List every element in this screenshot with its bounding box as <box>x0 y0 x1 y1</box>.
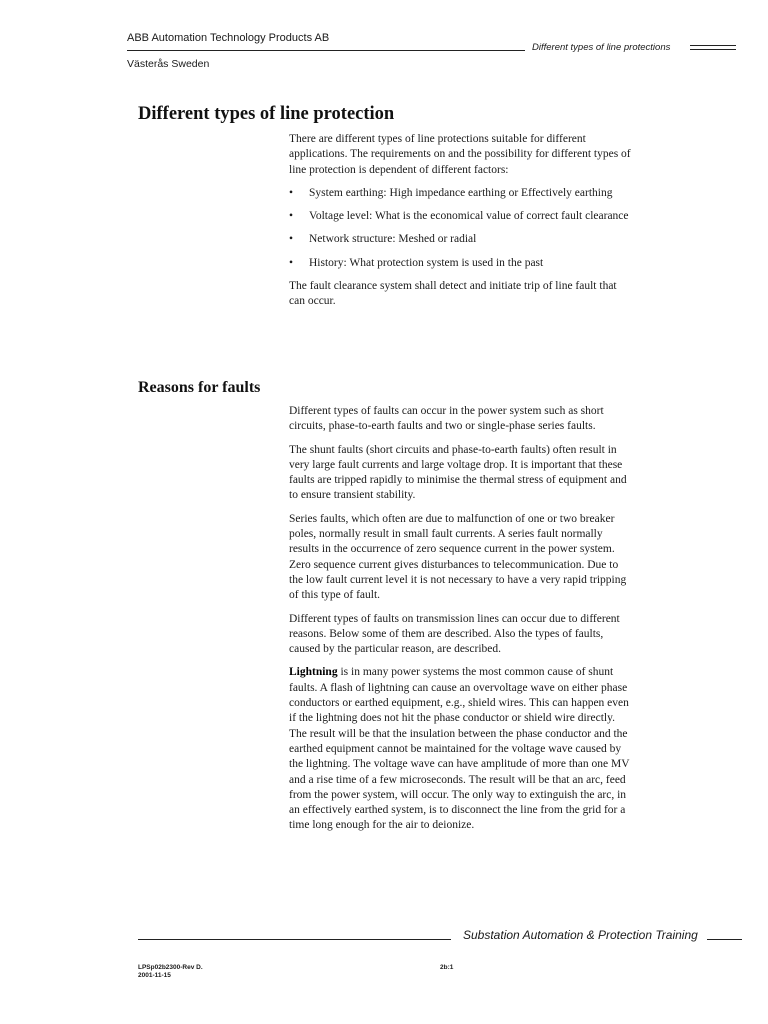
footer-doc-id: LPSp02b2300-Rev D. <box>138 964 203 971</box>
footer-rule-left <box>138 939 451 940</box>
list-item <box>289 256 634 271</box>
list-item <box>289 209 634 224</box>
footer-doc-id-block <box>138 964 203 980</box>
page-number: 2b:1 <box>440 964 454 971</box>
company-name: ABB Automation Technology Products AB <box>127 32 330 44</box>
footer-date: 2001-11-15 <box>138 972 171 979</box>
list-item <box>289 232 634 247</box>
header-doc-title: Different types of line protections <box>532 42 671 53</box>
section-body-reasons-for-faults <box>289 404 634 842</box>
section-body-line-protection <box>289 132 634 318</box>
section-title-line-protection: Different types of line protection <box>138 104 395 124</box>
footer-rule-right <box>707 939 742 940</box>
header-rule-right-upper <box>690 45 736 46</box>
lightning-term: Lightning <box>289 666 338 679</box>
bullet-icon: • <box>289 186 294 199</box>
bullet-icon: • <box>289 210 294 223</box>
header-rule <box>127 50 525 51</box>
list-item-text: System earthing: High impedance earthing or Effectively earthing <box>309 186 613 199</box>
list-item <box>289 186 634 201</box>
bullet-icon: • <box>289 233 294 246</box>
intro-paragraph: There are different types of line protections suitable for different applications. The requirements on and the possibility for different types of line protection is dependent of different factors: <box>289 133 631 176</box>
paragraph: Series faults, which often are due to malfunction of one or two breaker poles, normally result in small fault currents. A series fault normally results in the occurrence of zero sequence current in the power system. Zero sequence current gives disturbances to telecommunication. Due to the low fault current level it is not necessary to have a very rapid tripping of this type of fault. <box>289 512 627 602</box>
header-rule-right-lower <box>690 49 736 50</box>
lightning-paragraph <box>289 665 634 833</box>
bullet-icon: • <box>289 256 294 269</box>
paragraph: Different types of faults on transmission lines can occur due to different reasons. Below some of them are described. Also the types of faults, caused by the particular reason, are described. <box>289 612 620 656</box>
paragraph: Different types of faults can occur in the power system such as short circuits, phase-to-earth faults and two or single-phase series faults. <box>289 405 604 433</box>
section-title-reasons-for-faults: Reasons for faults <box>138 379 261 396</box>
company-location: Västerås Sweden <box>127 58 210 70</box>
list-item-text: History: What protection system is used in the past <box>309 256 544 269</box>
footer-title: Substation Automation & Protection Training <box>463 928 698 942</box>
list-item-text: Voltage level: What is the economical value of correct fault clearance <box>309 210 629 223</box>
closing-paragraph: The fault clearance system shall detect and initiate trip of line fault that can occur. <box>289 280 617 308</box>
list-item-text: Network structure: Meshed or radial <box>309 233 477 246</box>
lightning-text: is in many power systems the most common cause of shunt faults. A flash of lightning can cause an overvoltage wave on either phase conductors or earthed equipment, e.g., shield wires. This can happen even if the lightning does not hit the phase conductor or shield wire directly. The result will be that the insulation between the phase conductor and the earthed equipment cannot be maintained for the voltage wave caused by the lightning. The voltage wave can have amplitude of more than one MV and a rise time of a few microseconds. The result will be that an arc, feed from the power system, will occur. The only way to extinguish the arc, in an effectively earthed system, is to disconnect the line from the grid for a time long enough for the air to deionize. <box>289 666 630 832</box>
paragraph: The shunt faults (short circuits and phase-to-earth faults) often result in very large fault currents and large voltage drop. It is important that these faults are tripped rapidly to minimise the thermal stress of equipment and to ensure transient stability. <box>289 443 627 502</box>
factors-list <box>289 186 634 271</box>
